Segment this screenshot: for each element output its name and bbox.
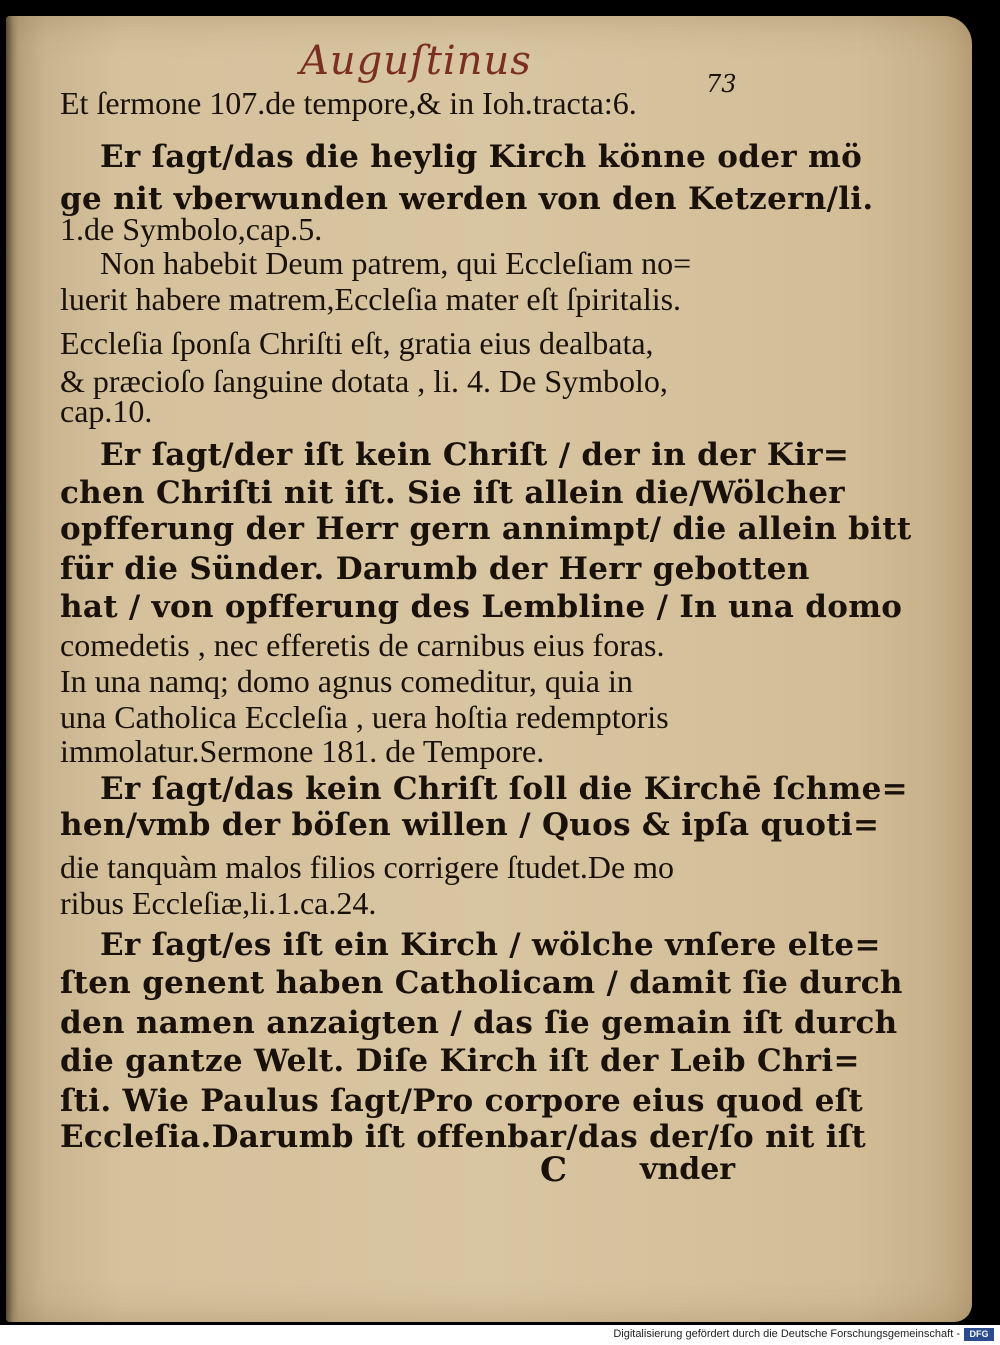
text-line: comedetis , nec efferetis de carnibus eius foras.: [60, 627, 665, 663]
text-line: Er ſagt/das die heylig Kirch könne oder mö: [100, 139, 863, 175]
dfg-logo: DFG: [964, 1328, 994, 1341]
signature-mark: C: [540, 1150, 568, 1190]
text-line: die gantze Welt. Diſe Kirch iſt der Leib Chri=: [60, 1043, 860, 1079]
text-line: Non habebit Deum patrem, qui Eccleſiam no=: [100, 245, 692, 281]
running-head: Auguſtinus: [300, 38, 532, 84]
text-line: immolatur.Sermone 181. de Tempore.: [60, 733, 545, 769]
footer-credit: Digitalisierung gefördert durch die Deutsche Forschungsgemeinschaft -: [613, 1328, 960, 1340]
text-line: 1.de Symbolo,cap.5.: [60, 211, 323, 247]
text-line: Et ſermone 107.de tempore,& in Ioh.tracta:6.: [60, 85, 637, 121]
catchword: vnder: [640, 1152, 736, 1187]
text-line: ge nit vberwunden werden von den Ketzern/li.: [60, 181, 874, 217]
text-line: hat / von opfferung des Lembline / In una domo: [60, 589, 903, 625]
text-line: Er ſagt/es iſt ein Kirch / wölche vnſere elte=: [100, 927, 881, 963]
text-line: den namen anzaigten / das ſie gemain iſt durch: [60, 1005, 898, 1041]
text-line: hen/vmb der böſen willen / Quos & ipſa quoti=: [60, 807, 880, 843]
text-line: für die Sünder. Darumb der Herr gebotten: [60, 551, 810, 587]
text-line: cap.10.: [60, 393, 153, 429]
text-line: Er ſagt/der iſt kein Chriſt / der in der Kir=: [100, 437, 850, 473]
text-line: Eccleſia ſponſa Chriſti eſt, gratia eius dealbata,: [60, 325, 654, 361]
text-line: opfferung der Herr gern annimpt/ die allein bitt: [60, 511, 912, 547]
text-line: ſten genent haben Catholicam / damit ſie durch: [60, 965, 903, 1001]
page-number: 73: [706, 70, 737, 98]
text-line: chen Chriſti nit iſt. Sie iſt allein die/Wölcher: [60, 475, 845, 511]
text-line: Er ſagt/das kein Chriſt ſoll die Kirchē ſchme=: [100, 771, 908, 807]
page-gutter-edge: [6, 16, 18, 1322]
text-line: ſti. Wie Paulus ſagt/Pro corpore eius quod eſt: [60, 1083, 863, 1119]
text-line: die tanquàm malos filios corrigere ſtudet.De mo: [60, 849, 675, 885]
text-line: luerit habere matrem,Eccleſia mater eſt ſpiritalis.: [60, 281, 682, 317]
text-line: & præcioſo ſanguine dotata , li. 4. De Symbolo,: [60, 363, 668, 399]
text-line: In una namq; domo agnus comeditur, quia in: [60, 663, 633, 699]
text-line: una Catholica Eccleſia , uera hoſtia redemptoris: [60, 699, 669, 735]
footer-bar: [0, 1325, 1000, 1345]
text-line: ribus Eccleſiæ,li.1.ca.24.: [60, 885, 377, 921]
text-line: Eccleſia.Darumb iſt offenbar/das der/ſo nit iſt: [60, 1119, 867, 1155]
